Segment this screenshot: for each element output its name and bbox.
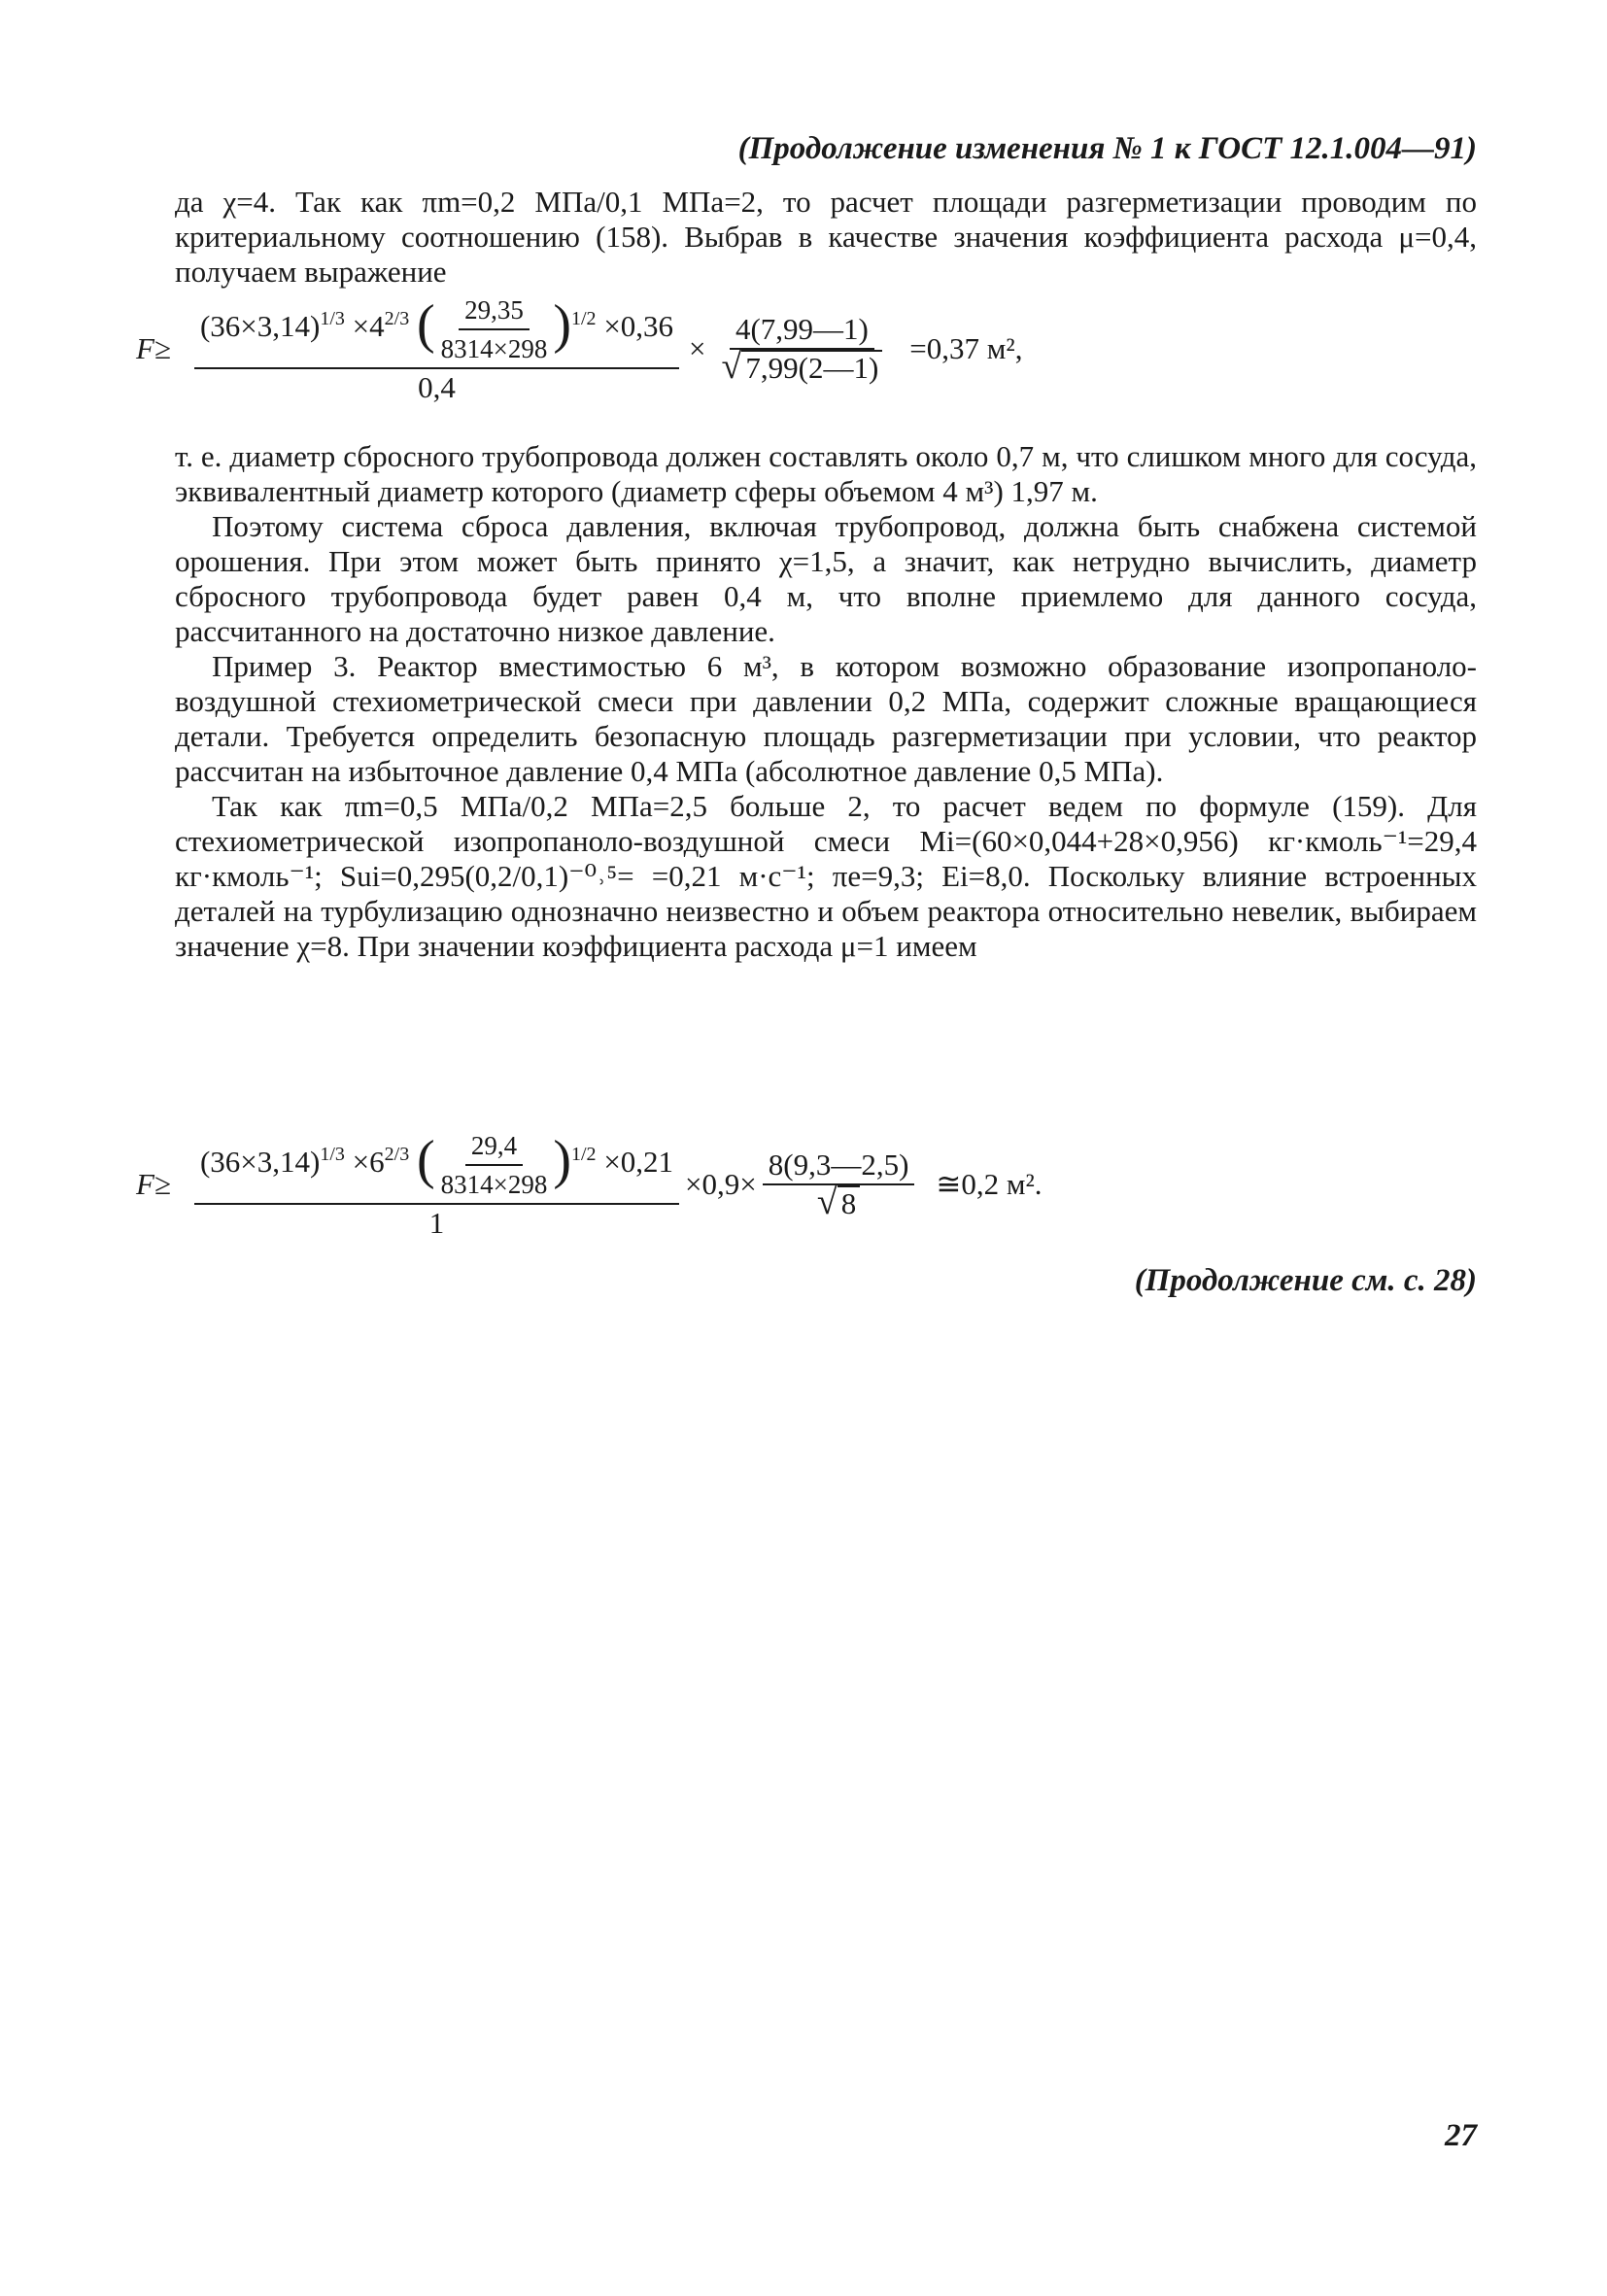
formula-2-inner-fraction (435, 1127, 554, 1203)
formula-2-frac2-den (811, 1182, 866, 1222)
sqrt-icon: √ (816, 1182, 838, 1222)
paragraph-3: Поэтому система сброса давления, включая трубопровод, должна быть снабжена системой орошения. При этом может быть принято χ=1,5, а значит, как нетрудно вычислить, диаметр сбросного трубопровода будет равен 0,4 м, что вполне приемлемо для данного сосуда, рассчитанного на достаточно низкое давление. (175, 509, 1477, 648)
sqrt-icon: √ (721, 346, 742, 387)
formula-1-main-fraction (194, 291, 679, 406)
formula-2-frac2-num: 8(9,3—2,5) (763, 1147, 915, 1185)
formula-1-numerator (194, 291, 679, 369)
formula-1-paren-exp: 1/2 (571, 308, 597, 330)
formula-1-inner-num: 29,35 (459, 291, 530, 330)
formula-1-exp-b: 2/3 (384, 308, 410, 330)
formula-1 (136, 291, 1477, 406)
text-block-top (175, 185, 1477, 290)
formula-1-inner-fraction (435, 291, 554, 367)
formula-1-denominator: 0,4 (418, 370, 456, 404)
formula-2-inner-num: 29,4 (465, 1127, 523, 1166)
formula-1-frac2-den (716, 346, 889, 387)
formula-1-sqrt-arg: 7,99(2—1) (741, 350, 882, 385)
page-footer-continuation: (Продолжение см. с. 28) (1134, 1263, 1477, 1298)
formula-1-lhs: F≥ (136, 331, 171, 365)
formula-2-term-c: ×0,21 (603, 1145, 674, 1180)
page-number: 27 (1445, 2118, 1477, 2153)
formula-1-term-c: ×0,36 (603, 309, 674, 344)
formula-1-open-paren: ( (416, 294, 435, 356)
formula-1-frac2-num: 4(7,99—1) (730, 311, 874, 350)
paragraph-4: Пример 3. Реактор вместимостью 6 м³, в котором возможно образование изопропаноло-воздушной стехиометрической смеси при давлении 0,2 МПа, содержит сложные вращающиеся детали. Требуется определить безопасную площадь разгерметизации при условии, что реактор рассчитан на избыточное давление 0,4 МПа (абсолютное давление 0,5 МПа). (175, 649, 1477, 788)
formula-2-mid: ×0,9× (685, 1167, 757, 1201)
page-header: (Продолжение изменения № 1 к ГОСТ 12.1.004—91) (737, 131, 1477, 166)
formula-2-main-fraction (194, 1127, 679, 1242)
formula-1-sqrt (721, 346, 883, 387)
text-block-mid (175, 439, 1477, 964)
formula-1-close-paren: ) (553, 294, 571, 356)
formula-2-result: ≅0,2 м². (936, 1167, 1043, 1201)
formula-2-exp-a: 1/3 (320, 1144, 345, 1166)
formula-1-exp-a: 1/3 (320, 308, 345, 330)
formula-2-inner-den: 8314×298 (440, 1170, 548, 1199)
formula-2-numerator (194, 1127, 679, 1205)
paragraph-1: да χ=4. Так как πm=0,2 МПа/0,1 МПа=2, то расчет площади разгерметизации проводим по критериальному соотношению (158). Выбрав в качестве значения коэффициента расхода μ=0,4, получаем выражение (175, 185, 1477, 289)
formula-2-term-b: ×6 (352, 1145, 385, 1180)
paragraph-2: т. е. диаметр сбросного трубопровода должен составлять около 0,7 м, что слишком много для сосуда, эквивалентный диаметр которого (диаметр сферы объемом 4 м³) 1,97 м. (175, 439, 1477, 508)
formula-2-second-fraction (763, 1147, 915, 1222)
paragraph-5: Так как πm=0,5 МПа/0,2 МПа=2,5 больше 2, то расчет ведем по формуле (159). Для стехиометрической изопропаноло-воздушной смеси Mi=(60×0,044+28×0,956) кг·кмоль⁻¹=29,4 кг·кмоль⁻¹; Sui=0,295(0,2/0,1)⁻⁰˒⁵= =0,21 м·с⁻¹; πe=9,3; Ei=8,0. Поскольку влияние встроенных деталей на турбулизацию однозначно неизвестно и объем реактора относительно невелик, выбираем значение χ=8. При значении коэффициента расхода μ=1 имеем (175, 789, 1477, 963)
formula-2-lhs: F≥ (136, 1167, 171, 1201)
formula-1-term-a: (36×3,14) (199, 309, 321, 344)
formula-2-sqrt-arg: 8 (838, 1185, 861, 1220)
formula-1-inner-den: 8314×298 (440, 334, 548, 363)
formula-2-paren-exp: 1/2 (571, 1144, 597, 1166)
formula-2-sqrt (816, 1182, 860, 1222)
formula-1-term-b: ×4 (352, 309, 385, 344)
formula-2 (136, 1127, 1477, 1242)
formula-1-times: × (689, 331, 706, 365)
formula-2-close-paren: ) (553, 1130, 571, 1191)
formula-2-denominator: 1 (428, 1206, 445, 1240)
formula-1-result: =0,37 м², (909, 331, 1023, 365)
formula-2-exp-b: 2/3 (384, 1144, 410, 1166)
formula-2-open-paren: ( (416, 1130, 435, 1191)
formula-1-second-fraction (716, 311, 889, 387)
formula-2-term-a: (36×3,14) (199, 1145, 321, 1180)
